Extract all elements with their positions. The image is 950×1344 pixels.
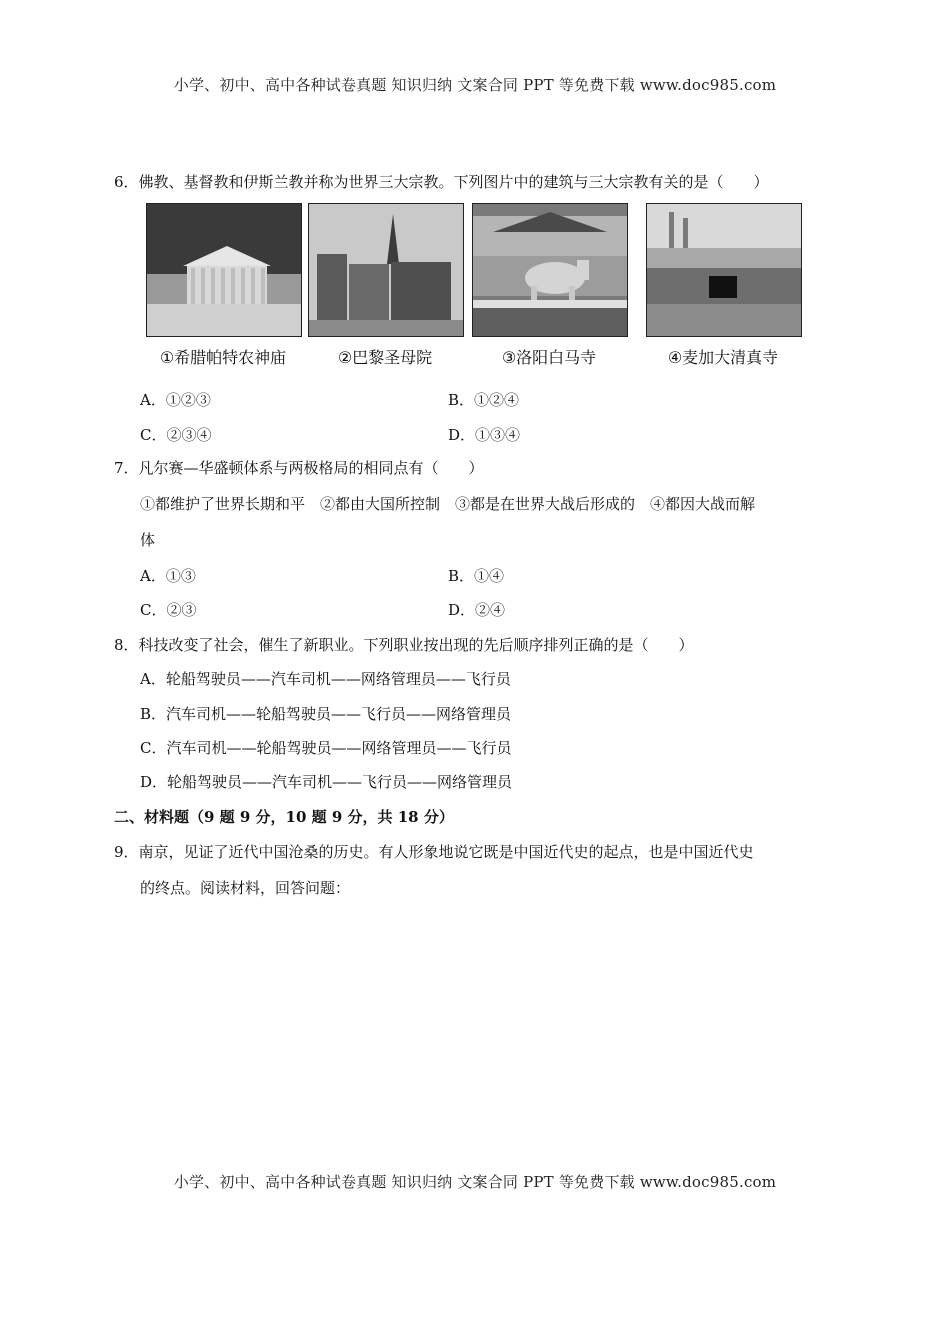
question-7-stem: 7．凡尔赛—华盛顿体系与两极格局的相同点有（ ） [114,459,484,477]
q7-option-b: B．①④ [448,567,505,585]
q8-option-b: B．汽车司机——轮船驾驶员——飞行员——网络管理员 [140,705,512,723]
q6-option-c: C．②③④ [140,426,212,444]
q7-option-c: C．②③ [140,601,197,619]
parthenon-photo [146,203,302,337]
page-footer: 小学、初中、高中各种试卷真题 知识归纳 文案合同 PPT 等免费下载 www.doc985.com [173,1173,777,1191]
q7-option-a: A．①③ [140,567,196,585]
section-2-title: 二、材料题（9 题 9 分，10 题 9 分，共 18 分） [114,808,454,826]
q7-option-d: D．②④ [448,601,506,619]
caption-parthenon: ①希腊帕特农神庙 [159,348,287,367]
q6-option-b: B．①②④ [448,391,520,409]
q6-option-d: D．①③④ [448,426,521,444]
q6-option-a: A．①②③ [140,391,211,409]
question-9-line1: 9．南京，见证了近代中国沧桑的历史。有人形象地说它既是中国近代史的起点，也是中国近代史 [114,843,754,861]
q8-option-c: C．汽车司机——轮船驾驶员——网络管理员——飞行员 [140,739,512,757]
question-9-line2: 的终点。阅读材料，回答问题： [140,879,351,897]
q8-option-a: A．轮船驾驶员——汽车司机——网络管理员——飞行员 [140,670,511,688]
question-6-stem: 6．佛教、基督教和伊斯兰教并称为世界三大宗教。下列图片中的建筑与三大宗教有关的是（ ） [114,173,769,191]
page-header: 小学、初中、高中各种试卷真题 知识归纳 文案合同 PPT 等免费下载 www.doc985.com [173,76,777,94]
q7-statements-line1: ①都维护了世界长期和平 ②都由大国所控制 ③都是在世界大战后形成的 ④都因大战而解 [140,495,756,513]
mecca-mosque-photo [646,203,802,337]
question-6-photos [146,203,806,373]
q8-option-d: D．轮船驾驶员——汽车司机——飞行员——网络管理员 [140,773,513,791]
caption-mecca-mosque: ④麦加大清真寺 [667,348,779,367]
caption-white-horse-temple: ③洛阳白马寺 [501,348,597,367]
caption-notre-dame: ②巴黎圣母院 [337,348,433,367]
question-8-stem: 8．科技改变了社会，催生了新职业。下列职业按出现的先后顺序排列正确的是（ ） [114,636,694,654]
white-horse-temple-photo [472,203,628,337]
notre-dame-photo [308,203,464,337]
q7-statements-line2: 体 [140,531,156,549]
